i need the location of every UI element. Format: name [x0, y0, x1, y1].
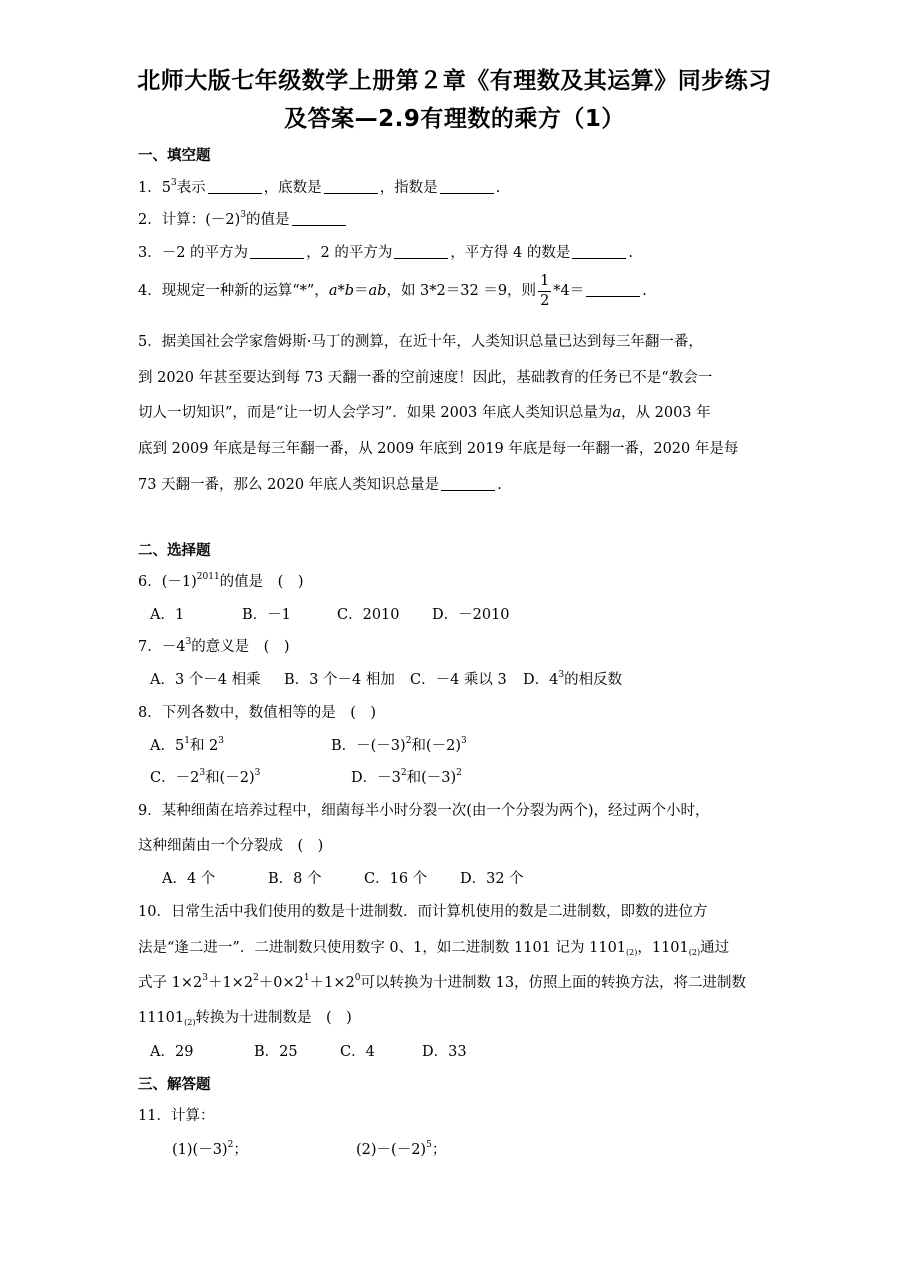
q10-text-l2a: 法是“逢二进一”．二进制数只使用数字 0、1，如二进制数 1101 记为 1101 [138, 940, 627, 956]
q7-d-exponent: 3 [558, 670, 565, 680]
q8-d-text-1: D．－3 [351, 770, 401, 786]
q8-b-exp-2: 3 [460, 736, 467, 746]
q8-c-exp-2: 3 [254, 768, 261, 778]
q6-exponent: 2011 [196, 572, 220, 582]
q10-text-l4c: 转换为十进制数是 ( ) [195, 1010, 352, 1026]
answer-blank [292, 211, 346, 226]
question-11: 11．计算： [138, 1108, 215, 1124]
q10-sub-2: (2) [688, 948, 701, 957]
q11-part-2 [356, 1138, 446, 1159]
q9-option-d: D．32 个 [460, 871, 524, 887]
q8-option-d [351, 766, 462, 787]
q5-text-l5a: 73 天翻一番，那么 2020 年底人类知识总量是 [138, 477, 440, 493]
q8-b-text-1: B．－(－3) [331, 738, 406, 754]
q8-d-exp-1: 2 [400, 768, 407, 778]
q10-text-l4a: 11101 [138, 1010, 185, 1026]
q8-c-exp-1: 3 [199, 768, 206, 778]
q9-option-a: A．4 个 [162, 871, 216, 887]
q8-a-exp-1: 1 [184, 736, 190, 746]
q10-text-l3g: ＋1×2 [309, 975, 355, 991]
answer-blank [250, 244, 304, 259]
q3-text-d: . [628, 245, 633, 261]
q7-exponent: 3 [185, 637, 192, 647]
q8-d-exp-2: 2 [456, 768, 462, 778]
q10-text-l3i: 可以转换为十进制数 13，仿照上面的转换方法，将二进制数 [360, 975, 747, 991]
question-4 [138, 274, 647, 308]
q10-option-d: D．33 [422, 1044, 467, 1060]
q8-c-text-1: C．－2 [150, 770, 200, 786]
q7-option-d [523, 668, 622, 689]
q6-text-a: 6．(－1) [138, 574, 197, 590]
question-5-line-1: 5．据美国社会学家詹姆斯·马丁的测算，在近十年，人类知识总量已达到每三年翻一番， [138, 334, 703, 350]
q2-text-c: 的值是 [246, 212, 290, 228]
question-9-line-2: 这种细菌由一个分裂成 ( ) [138, 838, 324, 854]
q10-text-l3c: ＋1×2 [207, 975, 254, 991]
q8-option-c [150, 766, 260, 787]
question-3 [138, 241, 633, 262]
q11-p1-text-a: (1)(－3) [172, 1142, 228, 1158]
q4-text-g: ，如 3*2＝32 ＝9，则 [386, 283, 537, 299]
q5-text-l3c: ，从 2003 年 [621, 405, 711, 421]
q10-text-l3e: ＋0×2 [258, 975, 304, 991]
question-9-line-1: 9．某种细菌在培养过程中，细菌每半小时分裂一次(由一个分裂为两个)，经过两个小时， [138, 803, 710, 819]
q5-var-a: a [612, 405, 622, 421]
answer-blank [441, 476, 495, 491]
q11-p1-text-c: ； [233, 1142, 248, 1158]
q1-text-a: 1．5 [138, 180, 171, 196]
q10-option-b: B．25 [254, 1044, 298, 1060]
question-7 [138, 635, 290, 656]
q5-text-l3a: 切人一切知识”，而是“让一切人会学习”．如果 2003 年底人类知识总量为 [138, 405, 613, 421]
q10-option-c: C．4 [340, 1044, 375, 1060]
q5-text-l5b: . [497, 477, 502, 493]
q6-option-b: B．－1 [242, 607, 291, 623]
q7-option-a: A．3 个－4 相乘 [150, 672, 261, 688]
q10-text-l2c: ，1101 [637, 940, 689, 956]
question-5-line-4: 底到 2009 年底是每三年翻一番，从 2009 年底到 2019 年底是每一年翻一番，2020 年是每 [138, 441, 739, 457]
question-5-line-2: 到 2020 年甚至要达到每 73 天翻一番的空前速度！因此，基础教育的任务已不是“教会一 [138, 370, 713, 386]
question-5-line-5 [138, 473, 502, 494]
q8-option-a [150, 734, 224, 755]
q10-exp-3: 1 [303, 973, 310, 983]
q8-a-text-1: A．5 [150, 738, 185, 754]
q10-exp-4: 0 [354, 973, 361, 983]
q7-d-text-3: 的相反数 [564, 672, 623, 688]
fraction-numerator: 1 [538, 274, 551, 292]
q10-sub-3: (2) [184, 1018, 196, 1027]
q10-option-a: A．29 [150, 1044, 194, 1060]
q10-exp-1: 3 [202, 973, 208, 983]
q2-exponent: 3 [240, 210, 246, 220]
answer-blank [586, 282, 640, 297]
q8-a-text-2: 和 2 [189, 738, 219, 754]
q11-p2-exponent: 5 [426, 1140, 432, 1150]
section-choice-heading: 二、选择题 [138, 543, 211, 559]
q1-text-e: ，指数是 [379, 180, 438, 196]
q7-option-c: C．－4 乘以 3 [410, 672, 507, 688]
q7-d-text-1: D．4 [523, 672, 559, 688]
q1-text-d: ，底数是 [263, 180, 322, 196]
q1-text-c: 表示 [176, 180, 206, 196]
q4-var-a: a [328, 283, 338, 299]
question-10-line-3 [138, 971, 746, 992]
q4-text-a: 4．现规定一种新的运算“*”， [138, 283, 329, 299]
q3-text-c: ，平方得 4 的数是 [450, 245, 571, 261]
q6-option-c: C．2010 [337, 607, 400, 623]
q4-var-b: b [344, 283, 355, 299]
q7-option-b: B．3 个－4 相加 [284, 672, 395, 688]
document-title-line1: 北师大版七年级数学上册第２章《有理数及其运算》同步练习 [137, 68, 772, 94]
q4-var-ab: ab [368, 283, 387, 299]
q4-text-h: *4＝ [553, 283, 585, 299]
fraction-denominator: 2 [540, 292, 550, 309]
q3-text-a: 3．－2 的平方为 [138, 245, 249, 261]
q8-d-text-2: 和(－3) [406, 770, 457, 786]
q3-text-b: ，2 的平方为 [306, 245, 393, 261]
q7-text-a: 7．－4 [138, 639, 186, 655]
document-title-line2: 及答案—2.9有理数的乘方（1） [284, 106, 625, 132]
q10-text-l2e: 通过 [700, 940, 730, 956]
section-fill-in-heading: 一、填空题 [138, 148, 211, 164]
q11-p2-text-a: (2)－(－2) [356, 1142, 427, 1158]
q4-op: * [337, 283, 345, 299]
q8-b-text-2: 和(－2) [411, 738, 461, 754]
q1-text-f: . [495, 180, 501, 196]
fraction [538, 274, 551, 308]
answer-blank [572, 244, 626, 259]
question-10-line-2 [138, 936, 729, 957]
q4-eq: ＝ [354, 283, 369, 299]
answer-blank [440, 179, 494, 194]
q4-text-i: . [642, 283, 647, 299]
question-8: 8．下列各数中，数值相等的是 ( ) [138, 705, 377, 721]
q6-text-c: 的值是 ( ) [219, 574, 304, 590]
q8-c-text-2: 和(－2) [205, 770, 255, 786]
answer-blank [208, 179, 262, 194]
q7-text-c: 的意义是 ( ) [191, 639, 290, 655]
q2-text-a: 2．计算：(－2) [138, 212, 241, 228]
section-solve-heading: 三、解答题 [138, 1077, 211, 1093]
q9-option-b: B．8 个 [268, 871, 322, 887]
question-10-line-4 [138, 1006, 352, 1027]
q8-b-exp-1: 2 [405, 736, 412, 746]
q1-exponent: 3 [170, 178, 177, 188]
q9-option-c: C．16 个 [364, 871, 428, 887]
question-2 [138, 208, 348, 229]
question-5-line-3 [138, 401, 711, 422]
q10-sub-1: (2) [626, 948, 638, 957]
answer-blank [324, 179, 378, 194]
q6-option-d: D．－2010 [432, 607, 510, 623]
q8-a-exp-2: 3 [218, 736, 225, 746]
question-6 [138, 570, 304, 591]
question-10-line-1: 10．日常生活中我们使用的数是十进制数．而计算机使用的数是二进制数，即数的进位方 [138, 904, 708, 920]
answer-blank [394, 244, 448, 259]
q11-part-1 [172, 1138, 248, 1159]
q8-option-b [331, 734, 467, 755]
q10-exp-2: 2 [253, 973, 259, 983]
q10-text-l3a: 式子 1×2 [138, 975, 203, 991]
q11-p1-exponent: 2 [227, 1140, 234, 1150]
q11-p2-text-c: ； [431, 1142, 447, 1158]
q6-option-a: A．1 [150, 607, 185, 623]
question-1 [138, 176, 500, 197]
